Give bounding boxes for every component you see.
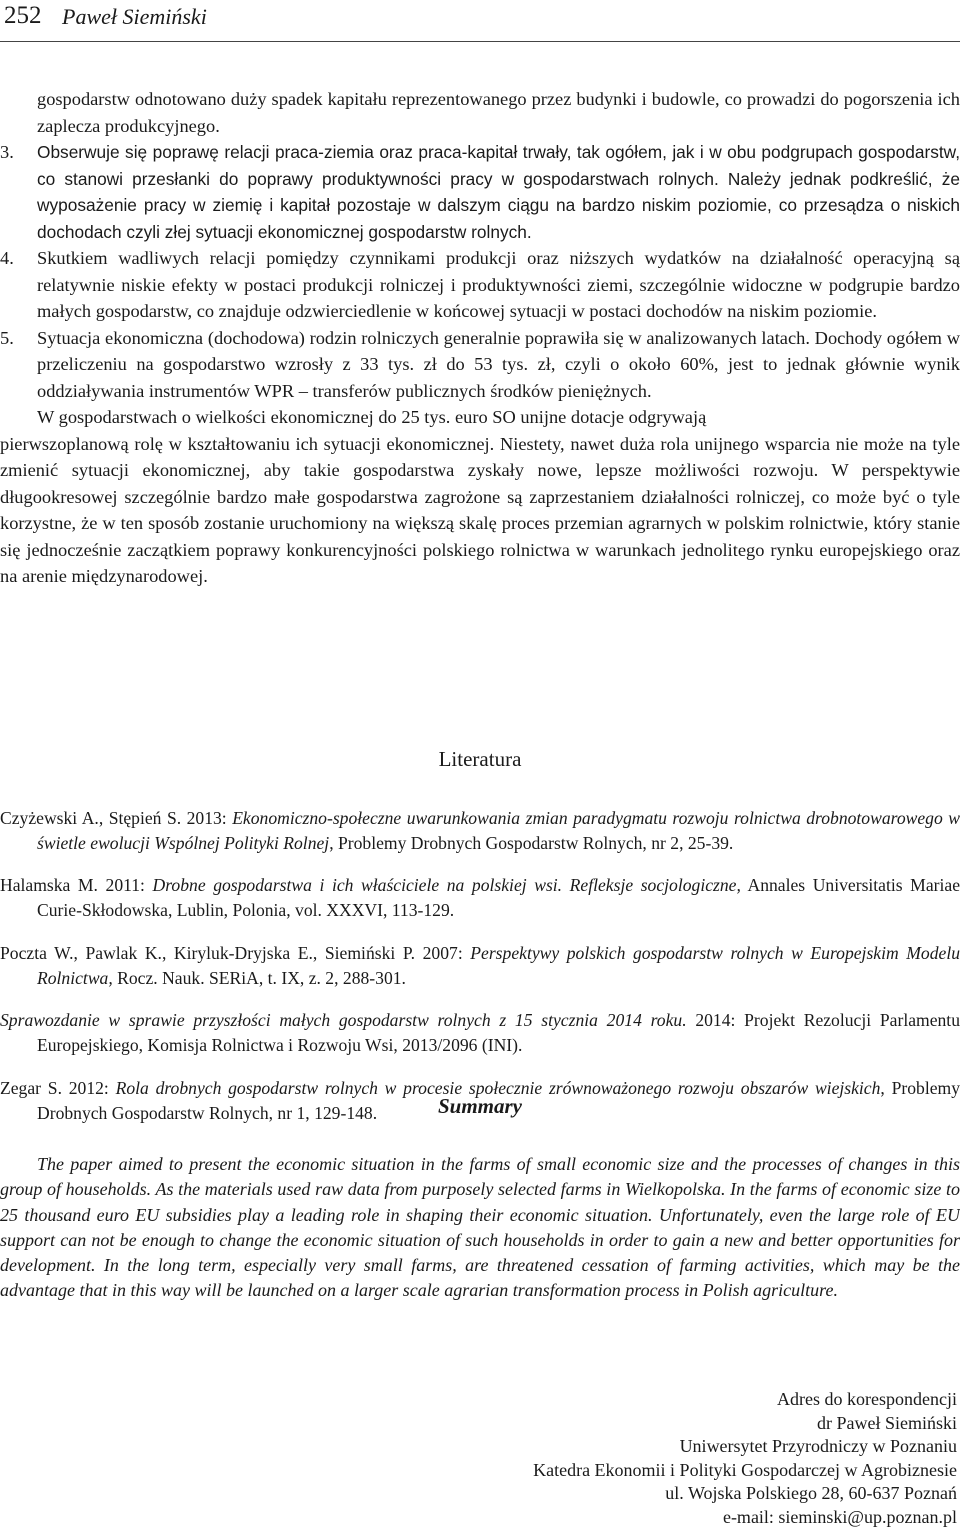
reference-item: Czyżewski A., Stępień S. 2013: Ekonomiczno-społeczne uwarunkowania zmian paradygmatu rozwoju rolnictwa drobnotowarowego w świetle ewolucji Wspólnej Polityki Rolnej, Problemy Drobnych Gospodarstw Rolnych, nr 2, 25-39. bbox=[0, 807, 960, 853]
address-line: Adres do korespondencji bbox=[777, 1389, 957, 1409]
reference-item: Halamska M. 2011: Drobne gospodarstwa i ich właściciele na polskiej wsi. Refleksje socjologiczne, Annales Universitatis Mariae Curie-Skłodowska, Lublin, Polonia, vol. XXXVI, 113-129. bbox=[0, 875, 960, 921]
summary-text: The paper aimed to present the economic situation in the farms of small economic size and the processes of changes in this group of households. As the materials used raw data from purposely selected farms in Wielkopolska. In the farms of economic size to 25 thousand euro EU subsidies play a leading role in shaping their economic situation. Unfortunately, even the large role of EU support can not be enough to change the economic situation of such households in order to gain a new and better opportunities for development. In the long term, especially very small farms, are threatened cessation of farming activities, which may be the advantage that in this way will be launched on a larger scale agrarian transformation process in Polish agriculture. bbox=[0, 1154, 960, 1301]
email-address[interactable]: e-mail: sieminski@up.poznan.pl bbox=[722, 1506, 957, 1527]
page-number: 252 bbox=[4, 2, 42, 29]
item-subparagraph: W gospodarstwach o wielkości ekonomicznej do 25 tys. euro SO unijne dotacje odgrywają bbox=[37, 407, 707, 427]
item-text: Sytuacja ekonomiczna (dochodowa) rodzin rolniczych generalnie poprawiła się w analizowanych latach. Dochody ogółem w przeliczeniu na gospodarstwo wzrosły z 33 tys. zł do 53 tys. zł, czyli o około 60%, jest to jednak głównie wynik oddziaływania instrumentów WPR – transferów publicznych środków pieniężnych. bbox=[37, 327, 960, 401]
running-header bbox=[0, 0, 960, 42]
body-text bbox=[0, 86, 960, 590]
item-text: Skutkiem wadliwych relacji pomiędzy czynnikami produkcji oraz niższych wydatków na działalność operacyjną są relatywnie niskie efekty w postaci produkcji rolniczej i produktywności ziemi, szczególnie widoczne w podgrupie bardzo małych gospodarstw, co znajduje odzwierciedlenie w końcowej sytuacji w postaci dochodów na niskim poziomie. bbox=[37, 248, 960, 321]
continued-paragraph: gospodarstw odnotowano duży spadek kapitału reprezentowanego przez budynki i budowle, co prowadzi do pogorszenia ich zaplecza produkcyjnego. bbox=[37, 89, 960, 136]
reference-item: Poczta W., Pawlak K., Kiryluk-Dryjska E., Siemiński P. 2007: Perspektywy polskich gospodarstw rolnych w Europejskim Modelu Rolnictwa, Rocz. Nauk. SERiA, t. IX, z. 2, 288-301. bbox=[0, 942, 960, 988]
reference-item: Zegar S. 2012: Rola drobnych gospodarstw rolnych w procesie społecznie zrównoważonego rozwoju obszarów wiejskich, Problemy Drobnych Gospodarstw Rolnych, nr 1, 129-148. bbox=[0, 1077, 960, 1123]
address-line: ul. Wojska Polskiego 28, 60-637 Poznań bbox=[665, 1483, 957, 1504]
correspondence-address bbox=[533, 1388, 957, 1530]
address-line: Uniwersytet Przyrodniczy w Poznaniu bbox=[679, 1436, 957, 1457]
running-author: Paweł Siemiński bbox=[62, 4, 207, 29]
reference-item: Sprawozdanie w sprawie przyszłości małych gospodarstw rolnych z 15 stycznia 2014 roku. 2014: Projekt Rezolucji Parlamentu Europejskiego, Komisja Rolnictwa i Rozwoju Wsi, 2013/2096 (INI). bbox=[0, 1010, 960, 1056]
item-text: Obserwuje się poprawę relacji praca-ziemia oraz praca-kapitał trwały, tak ogółem, jak i w obu podgrupach gospodarstw, co stanowi przesłanki do poprawy produktywności pracy w gospodarstwach rolnych. Należy jednak podkreślić, że wyposażenie pracy w ziemię i kapitał pozostaje w dalszym ciągu na bardzo niskim poziomie, co przesądza o niskich dochodach czyli złej sytuacji ekonomicznej gospodarstw rolnych. bbox=[37, 142, 960, 242]
item-number: 5. bbox=[0, 327, 14, 348]
item-number: 3. bbox=[0, 142, 14, 162]
summary-heading: Summary bbox=[437, 1094, 523, 1118]
literature-heading: Literatura bbox=[438, 747, 522, 771]
item-number: 4. bbox=[0, 248, 14, 268]
list-item-4 bbox=[0, 245, 960, 325]
reference-list bbox=[0, 788, 960, 1126]
list-item-5 bbox=[0, 325, 960, 431]
address-line: dr Paweł Siemiński bbox=[817, 1412, 957, 1433]
final-paragraph: pierwszoplanową rolę w kształtowaniu ich sytuacji ekonomicznej. Niestety, nawet duża rola unijnego wsparcia nie może na tyle zmienić sytuacji ekonomicznej, aby takie gospodarstwa zyskały nowe, lepsze możliwości rozwoju. W perspektywie długookresowej szczególnie bardzo małe gospodarstwa zagrożone są zaprzestaniem działalności rolniczej, co może być o tyle korzystne, że w ten sposób zostanie uruchomiony na większą skalę proces przemian agrarnych w polskim rolnictwie, który stanie się jednocześnie zaczątkiem poprawy konkurencyjności polskiego rolnictwa w warunkach jednolitego rynku europejskiego oraz na arenie międzynarodowej. bbox=[0, 433, 960, 586]
address-line: Katedra Ekonomii i Polityki Gospodarczej w Agrobiznesie bbox=[533, 1459, 957, 1480]
list-item-3 bbox=[0, 139, 960, 245]
